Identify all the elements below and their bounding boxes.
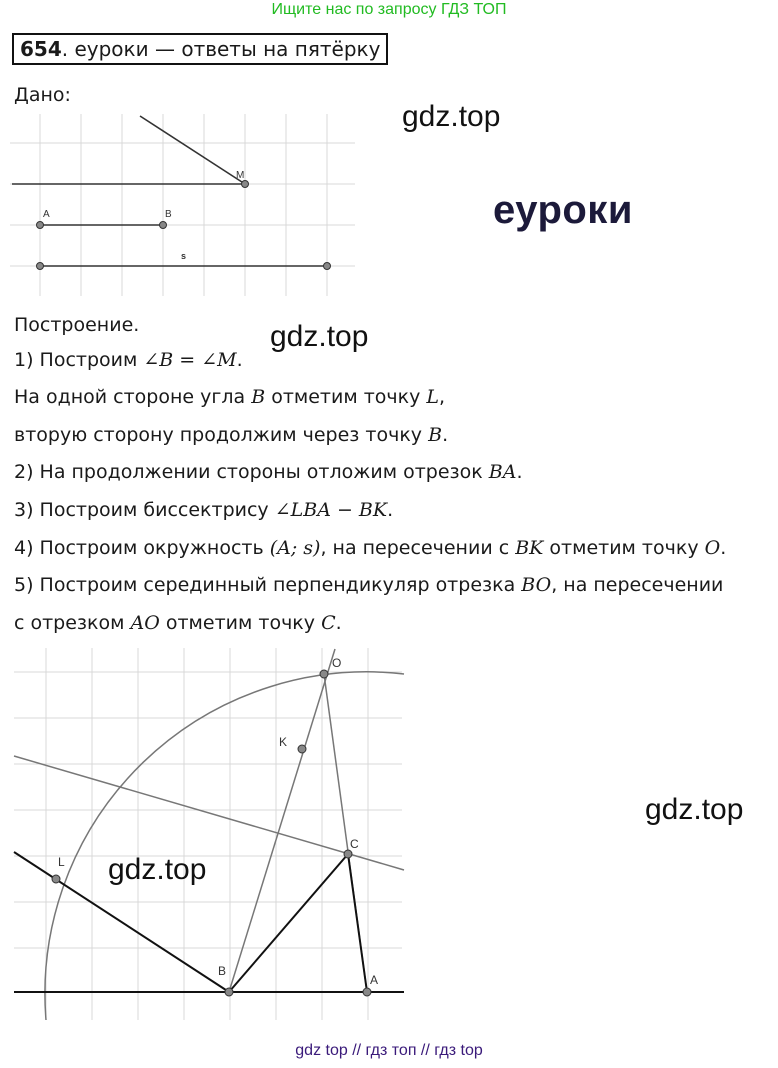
point-o [320, 670, 328, 678]
watermark-1: gdz.top [402, 100, 501, 133]
task-title [12, 33, 388, 65]
step-1-detail: На одной стороне угла B отметим точку L, [14, 386, 446, 408]
construction-heading: Построение. [14, 314, 140, 336]
given-figure [0, 100, 400, 300]
label-a: A [43, 209, 50, 220]
task-title-text: . еуроки — ответы на пятёрку [61, 37, 381, 61]
step-4: 4) Построим окружность (A; s), на пересечении с BK отметим точку O. [14, 537, 727, 559]
label-a: A [370, 973, 379, 987]
label-m: M [236, 170, 245, 181]
brand-logo: еуроки [493, 188, 633, 232]
search-banner[interactable]: Ищите нас по запросу ГДЗ ТОП [271, 1, 507, 18]
angle-m-ray-upper [140, 116, 245, 184]
point-a [363, 988, 371, 996]
point-c [344, 850, 352, 858]
point-b [225, 988, 233, 996]
step-5: 5) Построим серединный перпендикуляр отрезка BO, на пересечении [14, 574, 724, 596]
step-3: 3) Построим биссектрису ∠LBA − BK. [14, 499, 394, 521]
point-l [52, 875, 60, 883]
point-s-end [324, 263, 331, 270]
step-5-continued: с отрезком AO отметим точку C. [14, 612, 342, 634]
segment-ca [348, 854, 367, 992]
label-k: K [279, 735, 288, 749]
watermark-3: gdz.top [108, 853, 207, 886]
point-b [160, 222, 167, 229]
watermark-2: gdz.top [270, 320, 369, 353]
point-m [242, 181, 249, 188]
watermark-4: gdz.top [645, 793, 744, 826]
label-c: C [350, 837, 359, 851]
label-s: s [181, 251, 187, 261]
footer-links[interactable]: gdz top // гдз топ // гдз top [295, 1042, 483, 1059]
step-2: 2) На продолжении стороны отложим отрезок BA. [14, 461, 523, 483]
task-number: 654 [20, 37, 62, 61]
construction-figure [0, 640, 420, 1030]
given-label: Дано: [14, 84, 71, 106]
point-a [37, 222, 44, 229]
label-b: B [218, 964, 227, 978]
step-1-extension: вторую сторону продолжим через точку B. [14, 424, 449, 446]
point-k [298, 745, 306, 753]
bisector-bk [229, 649, 335, 992]
label-l: L [58, 855, 65, 869]
label-b: B [165, 209, 172, 220]
step-1: 1) Построим ∠B = ∠M. [14, 349, 243, 371]
segment-bc [229, 854, 348, 992]
label-o: O [332, 656, 342, 670]
point-s-start [37, 263, 44, 270]
